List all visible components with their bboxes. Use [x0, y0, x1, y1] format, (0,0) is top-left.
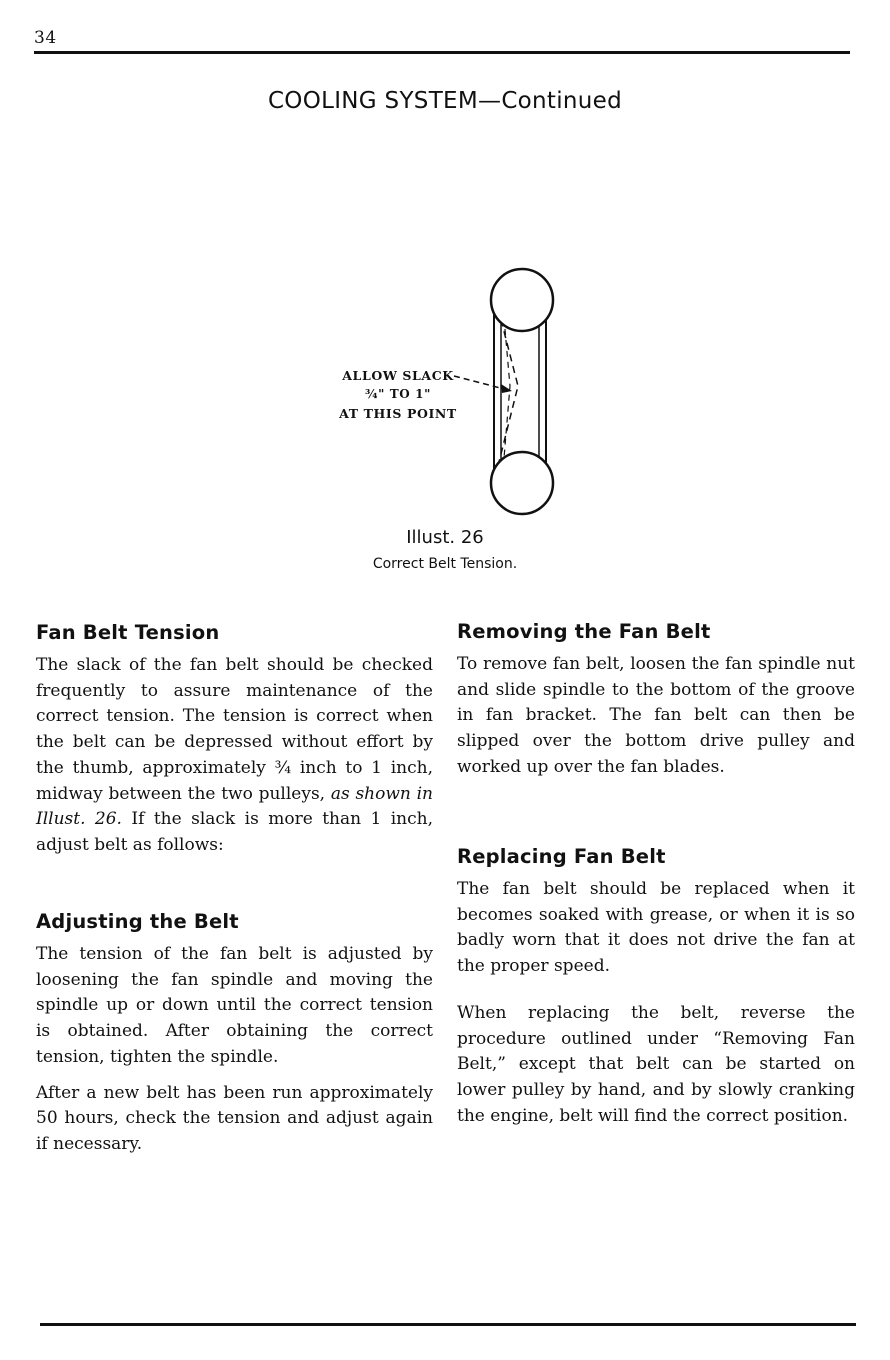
figure-caption-title: Illust. 26: [406, 527, 484, 548]
body-text-continued: If the slack is more than 1 inch, adjust belt as follows:: [36, 809, 434, 855]
section-heading: Removing the Fan Belt: [457, 620, 711, 643]
section-paragraph: When replacing the belt, reverse the procedure outlined under “Removing Fan Belt,” except that belt can be started on lower pulley by hand, and by slowly cranking the engine, belt will find the correct position.: [457, 1002, 855, 1126]
page-title: COOLING SYSTEM—Continued: [267, 88, 623, 114]
section-heading: Fan Belt Tension: [36, 621, 220, 644]
section-paragraph: The tension of the fan belt is adjusted by loosening the fan spindle and moving the spindle up or down until the correct tension is obtained. After obtaining the correct tension, tighten the spindle.: [36, 944, 433, 1067]
section-removing-the-fan-belt: [457, 620, 855, 781]
section-replacing-fan-belt: [457, 845, 855, 1129]
upper-pulley: [491, 269, 553, 331]
lower-pulley: [491, 452, 553, 514]
section-paragraph: After a new belt has been run approximately 50 hours, check the tension and adjust again if necessary.: [36, 1082, 433, 1154]
callout-line-3: AT THIS POINT: [339, 406, 457, 421]
section-fan-belt-tension: [36, 621, 433, 859]
section-paragraph: The fan belt should be replaced when it becomes soaked with grease, or when it is so badly worn that it does not drive the fan at the proper speed.: [457, 879, 855, 977]
callout-line-2: ¾" TO 1": [365, 387, 431, 401]
section-heading: Adjusting the Belt: [36, 910, 239, 933]
callout-line-1: ALLOW SLACK: [342, 368, 454, 383]
section-heading: Replacing Fan Belt: [457, 845, 666, 868]
figure-caption-subtitle: Correct Belt Tension.: [372, 556, 518, 572]
body-text: The slack of the fan belt should be checked frequently to assure maintenance of the correct tension. The tension is correct when the belt can be depressed without effort by the thumb, approximately ¾ inch to 1 inch, midway between the two pulleys,: [36, 655, 433, 804]
top-rule: [34, 51, 850, 54]
illustration-reference: as shown in Illust. 26.: [36, 783, 433, 830]
section-body: To remove fan belt, loosen the fan spindle nut and slide spindle to the bottom of the groove in fan bracket. The fan belt can then be slipped over the bottom drive pulley and worked up over the fan blades.: [457, 654, 855, 777]
bottom-rule: [40, 1323, 856, 1326]
page-number: 34: [34, 28, 57, 48]
section-body: [36, 653, 433, 859]
section-adjusting-the-belt: [36, 910, 433, 1158]
slack-callout: [328, 366, 468, 423]
